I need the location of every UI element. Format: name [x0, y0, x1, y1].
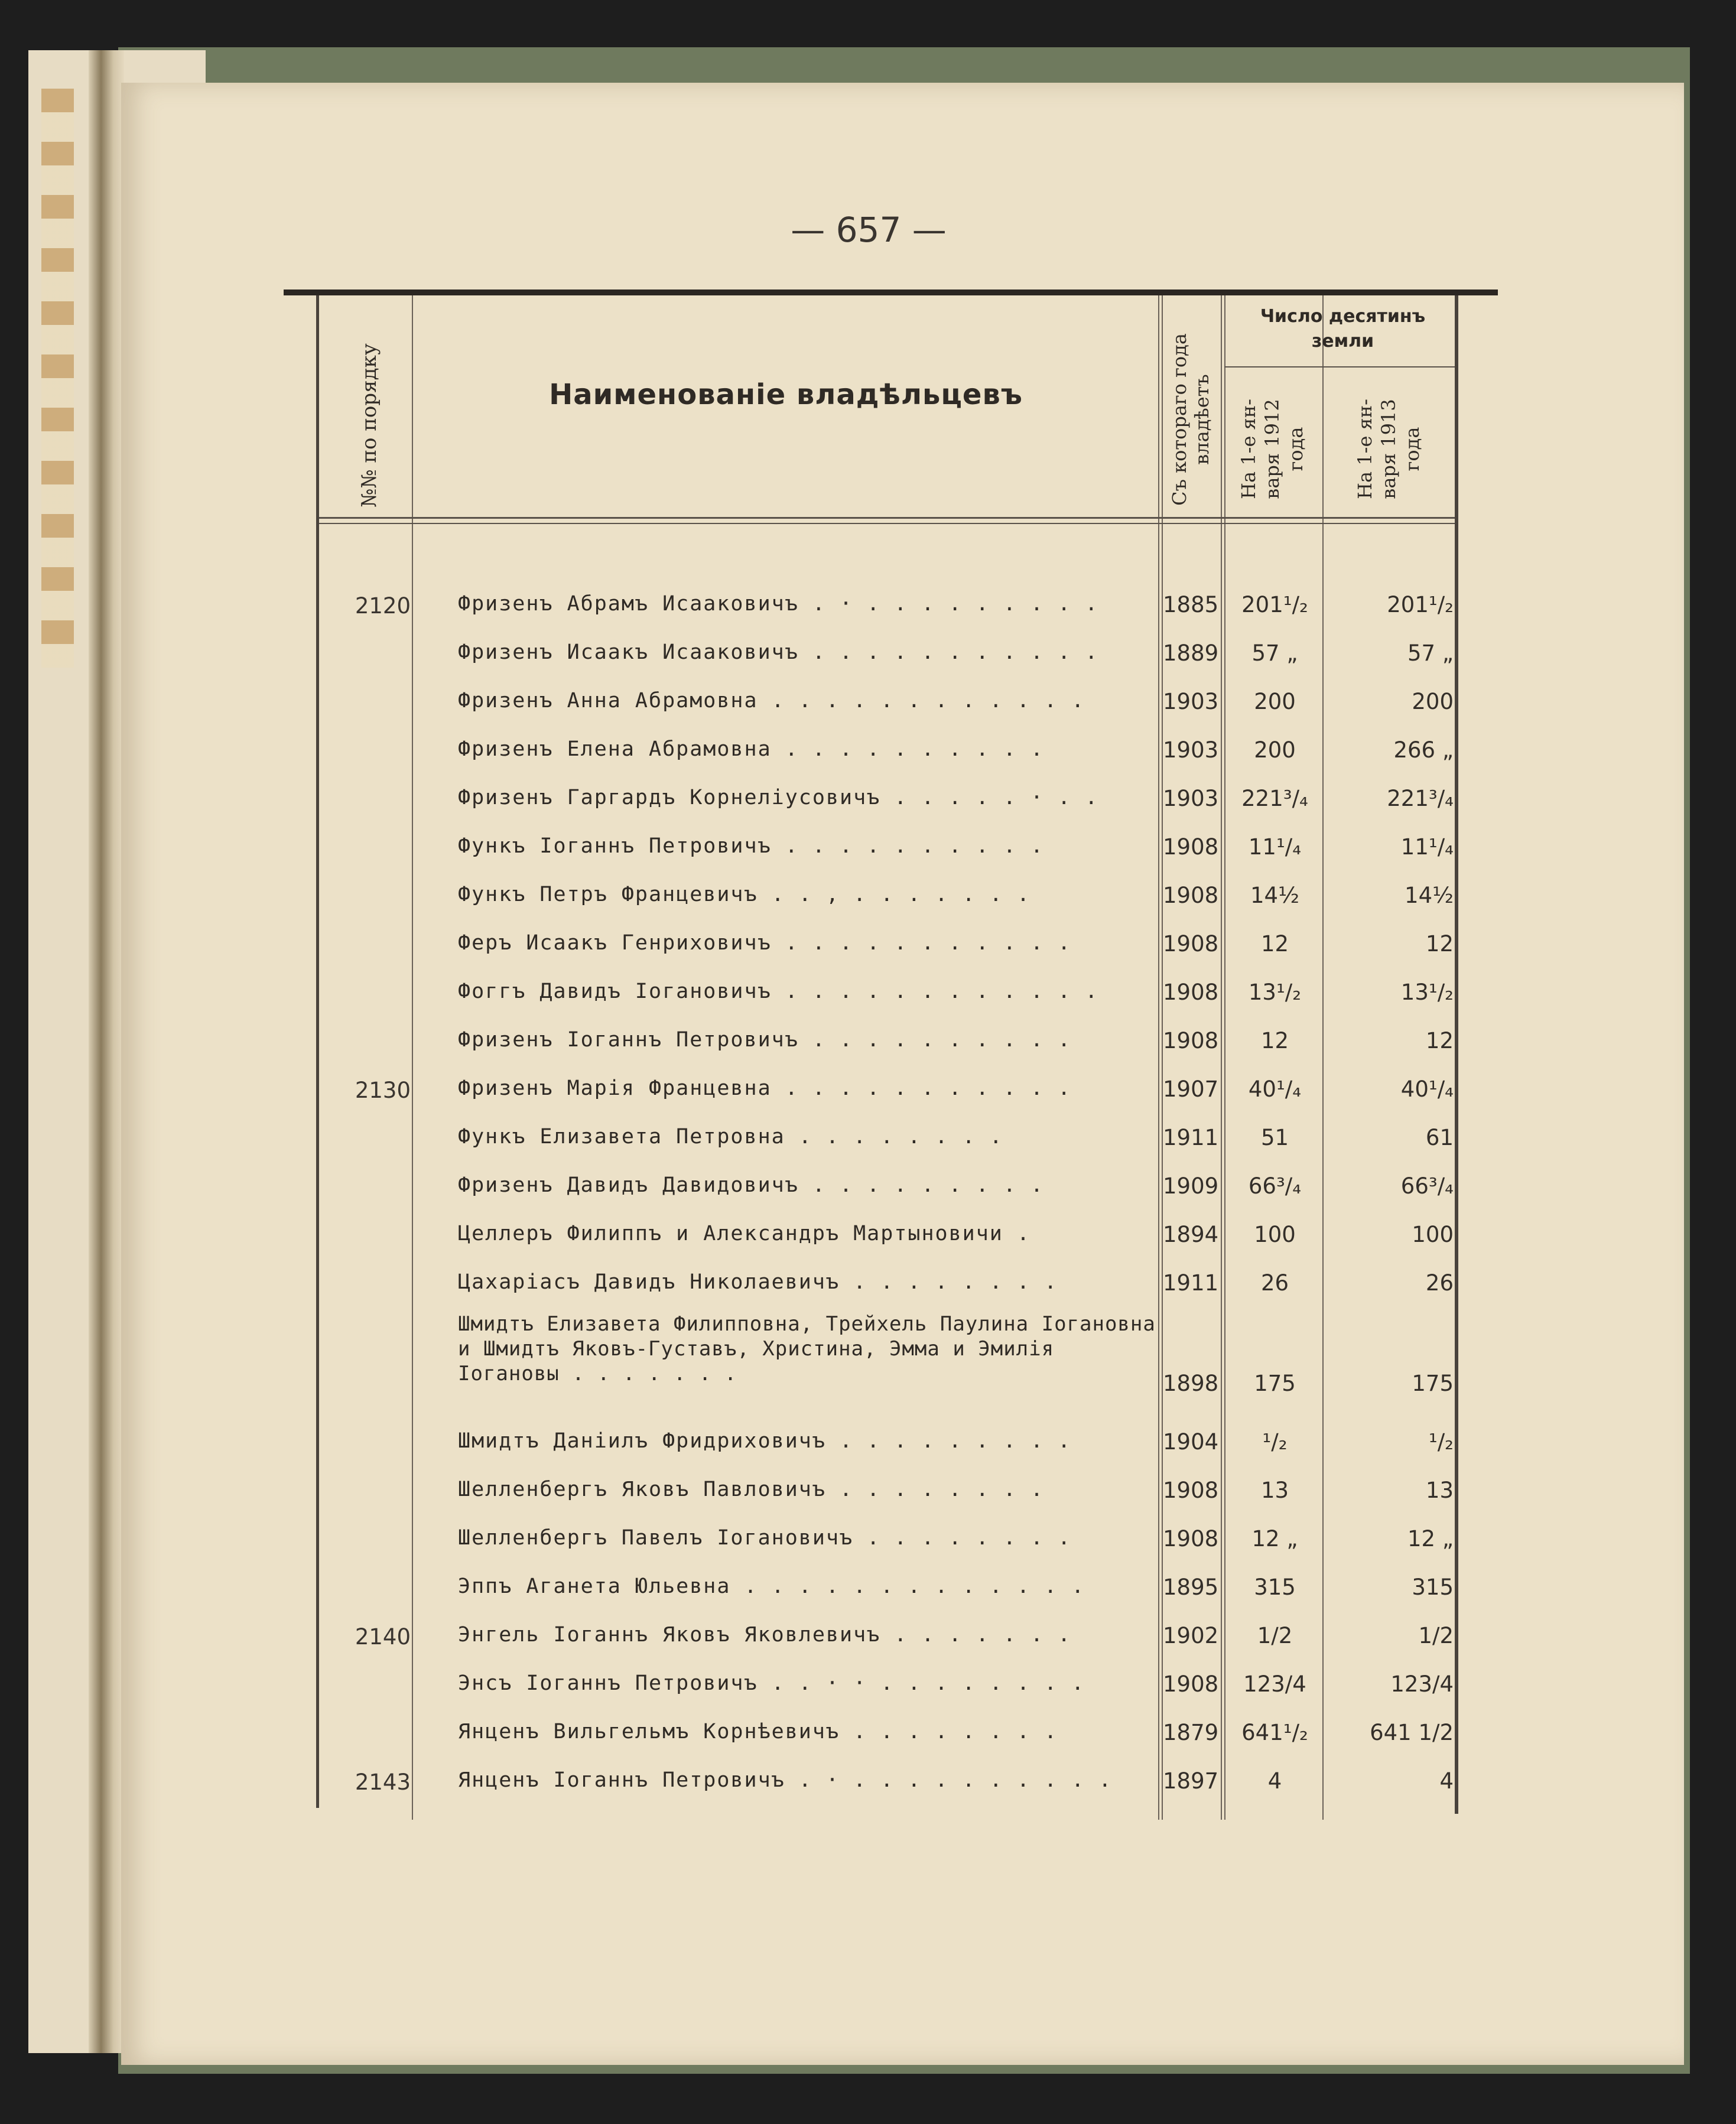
header-number-column: №№ по порядку — [357, 343, 382, 508]
since-year: 1897 — [1163, 1768, 1219, 1794]
owner-name: Шелленбергъ Павелъ Іогановичъ . . . . . . . . — [458, 1526, 1072, 1550]
land-1913: 66³/₄ — [1400, 1173, 1454, 1199]
table-row — [319, 1663, 1465, 1712]
land-1913: 175 — [1412, 1371, 1454, 1396]
table-row — [319, 1566, 1465, 1615]
table-row — [319, 681, 1465, 729]
owner-name: Янценъ Вильгельмъ Корнѣевичъ . . . . . . . . — [458, 1720, 1058, 1744]
owner-name: Шмидтъ Елизавета Филипповна, Трейхель Паулина Іогановна и Шмидтъ Яковъ-Густавъ, Христина, Эмма и Эмилія Іогановы . . . . . . . — [458, 1312, 1156, 1385]
land-1913: 12 — [1425, 931, 1454, 957]
land-1912: 221³/₄ — [1241, 786, 1308, 811]
table-row — [319, 584, 1465, 632]
land-1912: 12 — [1260, 931, 1289, 957]
since-year: 1895 — [1163, 1575, 1219, 1600]
row-number: 2140 — [355, 1624, 411, 1650]
since-year: 1903 — [1163, 786, 1219, 811]
land-1912: 200 — [1254, 689, 1296, 714]
land-1912: 100 — [1254, 1222, 1296, 1247]
table-row — [319, 971, 1465, 1020]
land-1912: 26 — [1260, 1270, 1289, 1296]
since-year: 1908 — [1163, 1671, 1219, 1697]
land-1913: 4 — [1439, 1768, 1454, 1794]
owner-name: Фризенъ Анна Абрамовна . . . . . . . . . . . . — [458, 689, 1085, 713]
owner-name: Функъ Іоганнъ Петровичъ . . . . . . . . . . — [458, 834, 1045, 858]
header-land-column: Число десятинъ земли — [1260, 306, 1426, 352]
book-gutter — [89, 50, 124, 2053]
land-1912: 4 — [1267, 1768, 1282, 1794]
land-1912: ¹/₂ — [1262, 1429, 1288, 1455]
since-year: 1908 — [1163, 980, 1219, 1005]
land-1912: 641¹/₂ — [1241, 1720, 1308, 1745]
land-1913: 1/2 — [1418, 1623, 1454, 1648]
header-land-1912: На 1-е ян- варя 1912 года — [1237, 399, 1307, 499]
land-1913: ¹/₂ — [1428, 1429, 1454, 1455]
owner-name: Фризенъ Давидъ Давидовичъ . . . . . . . . . — [458, 1173, 1045, 1197]
since-year: 1908 — [1163, 1478, 1219, 1503]
land-1913: 13¹/₂ — [1400, 980, 1454, 1005]
header-owner-names: Наименованіе владѣльцевъ — [549, 378, 1023, 411]
torn-binding-strip — [41, 89, 74, 668]
land-1912: 1/2 — [1257, 1623, 1293, 1648]
table-row — [319, 1262, 1465, 1310]
owner-name: Фоггъ Давидъ Іогановичъ . . . . . . . . . . . . — [458, 980, 1099, 1003]
land-1912: 40¹/₄ — [1248, 1076, 1302, 1102]
land-1912: 12 „ — [1251, 1526, 1298, 1551]
land-1913: 123/4 — [1390, 1671, 1454, 1697]
since-year: 1889 — [1163, 640, 1219, 666]
header-land-1913: На 1-е ян- варя 1913 года — [1353, 399, 1423, 499]
since-year: 1898 — [1163, 1371, 1219, 1396]
owner-name: Энгель Іоганнъ Яковъ Яковлевичъ . . . . . . . — [458, 1623, 1072, 1647]
land-1912: 175 — [1254, 1371, 1296, 1396]
table-row — [319, 1469, 1465, 1518]
since-year: 1909 — [1163, 1173, 1219, 1199]
table-row — [319, 1518, 1465, 1566]
land-1912: 315 — [1254, 1575, 1296, 1600]
owner-name: Фризенъ Марія Францевна . . . . . . . . . . . — [458, 1076, 1072, 1100]
since-year: 1911 — [1163, 1270, 1219, 1296]
owner-name: Фризенъ Елена Абрамовна . . . . . . . . . . — [458, 737, 1045, 761]
owner-name: Фризенъ Исаакъ Исааковичъ . . . . . . . . . . . — [458, 640, 1099, 664]
land-1912: 11¹/₄ — [1248, 834, 1302, 860]
table-row — [319, 1214, 1465, 1262]
land-1913: 266 „ — [1393, 737, 1454, 763]
owner-name: Фризенъ Гаргардъ Корнеліусовичъ . . . . . · . . — [458, 786, 1099, 809]
since-year: 1908 — [1163, 931, 1219, 957]
table-row — [319, 1760, 1465, 1809]
since-year: 1894 — [1163, 1222, 1219, 1247]
land-1913: 315 — [1412, 1575, 1454, 1600]
land-1913: 61 — [1425, 1125, 1454, 1150]
land-1913: 221³/₄ — [1387, 786, 1454, 811]
page-number: — 657 — — [791, 210, 947, 250]
table-row — [319, 729, 1465, 778]
table-row — [319, 1712, 1465, 1760]
since-year: 1904 — [1163, 1429, 1219, 1455]
table-row — [319, 1312, 1465, 1418]
since-year: 1902 — [1163, 1623, 1219, 1648]
land-1912: 14½ — [1250, 883, 1299, 908]
land-1913: 14½ — [1405, 883, 1454, 908]
table-row — [319, 1020, 1465, 1068]
owner-name: Функъ Елизавета Петровна . . . . . . . . — [458, 1125, 1003, 1149]
land-1913: 200 — [1412, 689, 1454, 714]
table-row — [319, 1615, 1465, 1663]
land-1912: 13¹/₂ — [1248, 980, 1302, 1005]
row-number: 2130 — [355, 1078, 411, 1103]
table-row — [319, 778, 1465, 826]
owner-name: Шмидтъ Даніилъ Фридриховичъ . . . . . . . . . — [458, 1429, 1072, 1453]
header-year-column: Съ котораго года владѣетъ — [1168, 333, 1214, 506]
since-year: 1911 — [1163, 1125, 1219, 1150]
owner-name: Янценъ Іоганнъ Петровичъ . · . . . . . . . . . . — [458, 1768, 1113, 1792]
row-number: 2143 — [355, 1770, 411, 1795]
table-row — [319, 874, 1465, 923]
land-1913: 13 — [1425, 1478, 1454, 1503]
land-1912: 123/4 — [1243, 1671, 1306, 1697]
land-1912: 57 „ — [1251, 640, 1298, 666]
since-year: 1908 — [1163, 883, 1219, 908]
land-1912: 201¹/₂ — [1241, 592, 1308, 617]
land-1912: 51 — [1260, 1125, 1289, 1150]
owner-name: Цахаріасъ Давидъ Николаевичъ . . . . . . . . — [458, 1270, 1058, 1294]
table-row — [319, 1117, 1465, 1165]
land-1913: 11¹/₄ — [1400, 834, 1454, 860]
table-row — [319, 1165, 1465, 1214]
since-year: 1885 — [1163, 592, 1219, 617]
owner-name: Целлеръ Филиппъ и Александръ Мартыновичи . — [458, 1222, 1031, 1245]
since-year: 1908 — [1163, 1028, 1219, 1053]
owner-name: Фризенъ Іоганнъ Петровичъ . . . . . . . . . . — [458, 1028, 1072, 1052]
land-1912: 66³/₄ — [1248, 1173, 1302, 1199]
table-top-rule — [284, 290, 1498, 295]
land-1913: 40¹/₄ — [1400, 1076, 1454, 1102]
owner-name: Энсъ Іоганнъ Петровичъ . . · · . . . . . . . . — [458, 1671, 1085, 1695]
since-year: 1879 — [1163, 1720, 1219, 1745]
since-year: 1908 — [1163, 1526, 1219, 1551]
land-1913: 12 „ — [1407, 1526, 1454, 1551]
land-1913: 641 1/2 — [1370, 1720, 1454, 1745]
table-row — [319, 1068, 1465, 1117]
owner-name: Фризенъ Абрамъ Исааковичъ . · . . . . . . . . . — [458, 592, 1099, 616]
land-1912: 13 — [1260, 1478, 1289, 1503]
land-1913: 26 — [1425, 1270, 1454, 1296]
table-row — [319, 1421, 1465, 1469]
land-1913: 57 „ — [1407, 640, 1454, 666]
owner-name: Функъ Петръ Францевичъ . . , . . . . . . . — [458, 883, 1031, 906]
owner-name: Шелленбергъ Яковъ Павловичъ . . . . . . . . — [458, 1478, 1045, 1501]
header-subdivider — [1224, 366, 1455, 367]
table-row — [319, 923, 1465, 971]
land-1912: 200 — [1254, 737, 1296, 763]
table-row — [319, 826, 1465, 874]
since-year: 1908 — [1163, 834, 1219, 860]
row-number: 2120 — [355, 593, 411, 619]
owner-name: Феръ Исаакъ Генриховичъ . . . . . . . . . . . — [458, 931, 1072, 955]
owner-name: Эппъ Аганета Юльевна . . . . . . . . . . . . . — [458, 1575, 1085, 1598]
since-year: 1907 — [1163, 1076, 1219, 1102]
land-1913: 201¹/₂ — [1387, 592, 1454, 617]
land-1913: 12 — [1425, 1028, 1454, 1053]
since-year: 1903 — [1163, 737, 1219, 763]
land-1913: 100 — [1412, 1222, 1454, 1247]
since-year: 1903 — [1163, 689, 1219, 714]
table-row — [319, 632, 1465, 681]
land-1912: 12 — [1260, 1028, 1289, 1053]
